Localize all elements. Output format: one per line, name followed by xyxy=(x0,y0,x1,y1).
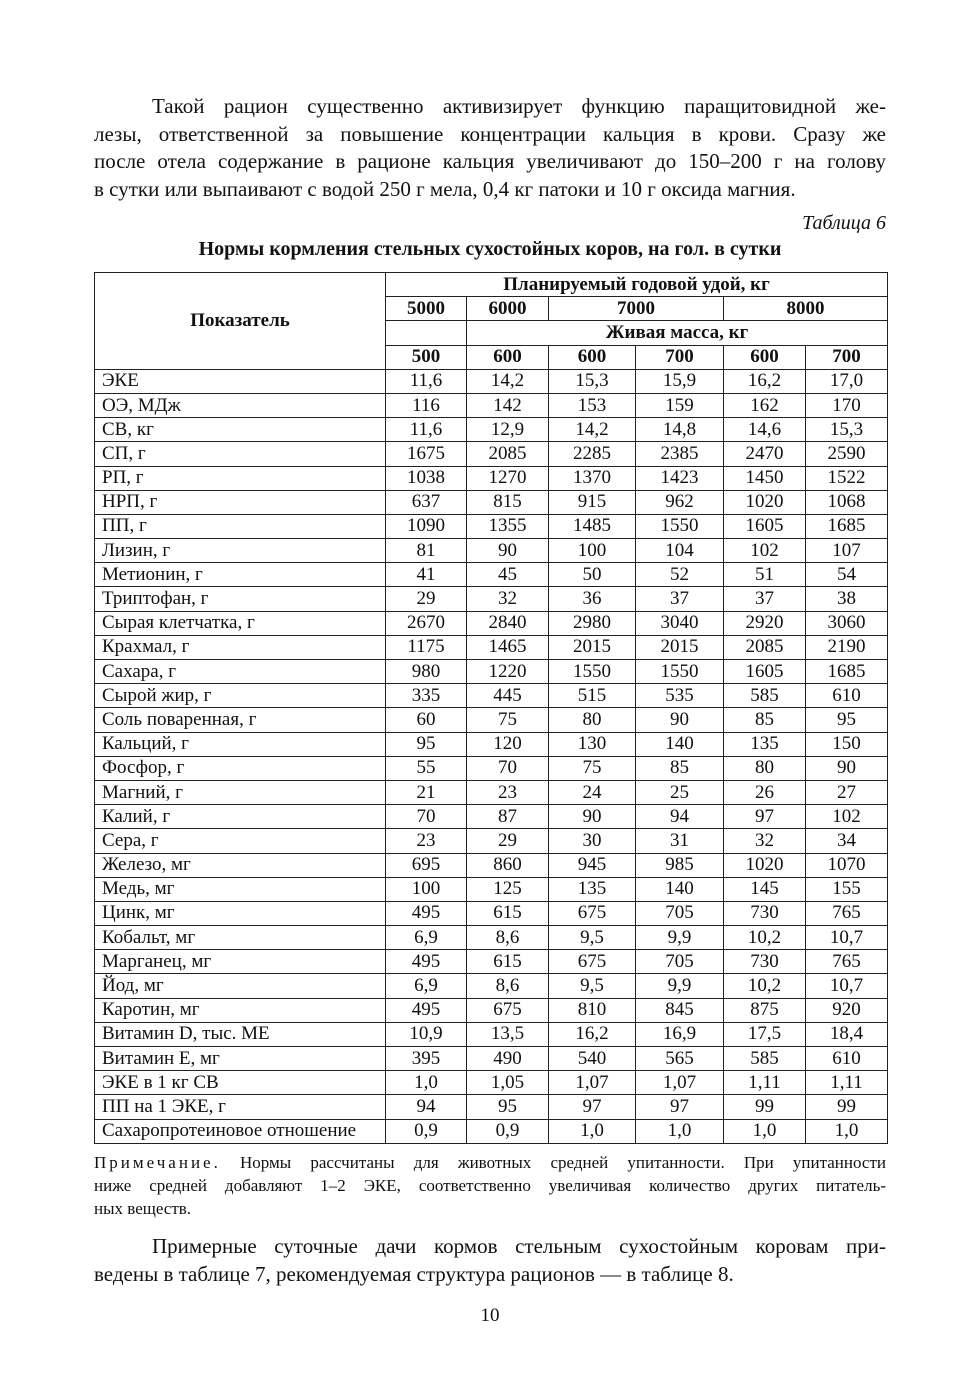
table-cell: 142 xyxy=(467,393,549,417)
table-cell: 31 xyxy=(636,829,724,853)
table-cell: 1522 xyxy=(806,466,888,490)
table-cell: 1,11 xyxy=(806,1071,888,1095)
indicator-header: Показатель xyxy=(95,273,386,370)
table-cell: 2190 xyxy=(806,635,888,659)
row-label: Крахмал, г xyxy=(95,635,386,659)
table-cell: 1465 xyxy=(467,635,549,659)
table-cell: 1,05 xyxy=(467,1071,549,1095)
table-cell: 116 xyxy=(386,393,467,417)
table-cell: 24 xyxy=(549,780,636,804)
row-label: ПП на 1 ЭКЕ, г xyxy=(95,1095,386,1119)
table-cell: 1685 xyxy=(806,660,888,684)
table-cell: 1175 xyxy=(386,635,467,659)
table-cell: 34 xyxy=(806,829,888,853)
table-cell: 2920 xyxy=(724,611,806,635)
row-label: РП, г xyxy=(95,466,386,490)
table-cell: 100 xyxy=(549,539,636,563)
table-cell: 915 xyxy=(549,490,636,514)
table-cell: 637 xyxy=(386,490,467,514)
table-cell: 38 xyxy=(806,587,888,611)
intro-paragraph xyxy=(94,93,886,203)
text-line: Примерные суточные дачи кормов стельным сухостойным коровам при- xyxy=(152,1234,886,1258)
text-line: лезы, ответственной за повышение концентрации кальция в крови. Сразу же xyxy=(94,121,886,146)
table-cell: 10,7 xyxy=(806,974,888,998)
table-cell: 1355 xyxy=(467,514,549,538)
table-row xyxy=(95,442,888,466)
table-cell: 15,3 xyxy=(806,418,888,442)
table-row xyxy=(95,684,888,708)
table-cell: 97 xyxy=(724,805,806,829)
table-cell: 85 xyxy=(724,708,806,732)
row-label: Соль поваренная, г xyxy=(95,708,386,732)
table-cell: 445 xyxy=(467,684,549,708)
row-label: Сера, г xyxy=(95,829,386,853)
table-cell: 585 xyxy=(724,684,806,708)
table-cell: 140 xyxy=(636,877,724,901)
yield-header: 5000 xyxy=(386,297,467,321)
table-cell: 102 xyxy=(806,805,888,829)
note-text: Нормы рассчитаны для животных средней упитанности. При упитанности xyxy=(220,1153,886,1172)
table-cell: 81 xyxy=(386,539,467,563)
table-cell: 26 xyxy=(724,780,806,804)
table-row xyxy=(95,393,888,417)
row-label: Метионин, г xyxy=(95,563,386,587)
table-cell: 50 xyxy=(549,563,636,587)
table-row xyxy=(95,829,888,853)
table-cell: 80 xyxy=(549,708,636,732)
table-cell: 1,0 xyxy=(549,1119,636,1143)
table-row xyxy=(95,901,888,925)
weight-header: 600 xyxy=(549,345,636,369)
table-row xyxy=(95,1095,888,1119)
table-cell: 1485 xyxy=(549,514,636,538)
table-cell: 730 xyxy=(724,901,806,925)
row-label: ПП, г xyxy=(95,514,386,538)
text-line: Такой рацион существенно активизирует функцию паращитовидной же- xyxy=(152,94,886,118)
table-cell: 95 xyxy=(386,732,467,756)
row-label: Марганец, мг xyxy=(95,950,386,974)
table-cell: 94 xyxy=(386,1095,467,1119)
table-cell: 1675 xyxy=(386,442,467,466)
row-label: Цинк, мг xyxy=(95,901,386,925)
table-cell: 615 xyxy=(467,901,549,925)
row-label: Кобальт, мг xyxy=(95,926,386,950)
yield-header: 7000 xyxy=(549,297,724,321)
row-label: Лизин, г xyxy=(95,539,386,563)
planned-yield-header: Планируемый годовой удой, кг xyxy=(386,273,888,297)
table-cell: 9,5 xyxy=(549,974,636,998)
table-cell: 14,8 xyxy=(636,418,724,442)
table-cell: 102 xyxy=(724,539,806,563)
table-cell: 87 xyxy=(467,805,549,829)
table-cell: 60 xyxy=(386,708,467,732)
table-cell: 55 xyxy=(386,756,467,780)
table-cell: 29 xyxy=(386,587,467,611)
row-label: Фосфор, г xyxy=(95,756,386,780)
table-cell: 765 xyxy=(806,950,888,974)
row-label: Витамин Е, мг xyxy=(95,1047,386,1071)
table-cell: 16,2 xyxy=(724,369,806,393)
table-cell: 610 xyxy=(806,684,888,708)
table-cell: 920 xyxy=(806,998,888,1022)
text-line: после отела содержание в рационе кальция увеличивают до 150–200 г на голову xyxy=(94,149,886,173)
table-cell: 27 xyxy=(806,780,888,804)
table-cell: 30 xyxy=(549,829,636,853)
row-label: Медь, мг xyxy=(95,877,386,901)
table-title: Нормы кормления стельных сухостойных коров, на гол. в сутки xyxy=(198,238,782,260)
page-number: 10 xyxy=(480,1305,500,1326)
yield-header: 6000 xyxy=(467,297,549,321)
table-cell: 14,2 xyxy=(549,418,636,442)
empty-header-cell xyxy=(386,321,467,345)
table-cell: 2590 xyxy=(806,442,888,466)
table-cell: 875 xyxy=(724,998,806,1022)
row-label: Сырая клетчатка, г xyxy=(95,611,386,635)
table-cell: 90 xyxy=(636,708,724,732)
table-cell: 16,9 xyxy=(636,1022,724,1046)
row-label: Йод, мг xyxy=(95,974,386,998)
table-cell: 675 xyxy=(549,950,636,974)
weight-header: 600 xyxy=(467,345,549,369)
feeding-norms-table xyxy=(94,272,888,1144)
table-body xyxy=(95,369,888,1143)
table-cell: 36 xyxy=(549,587,636,611)
table-cell: 23 xyxy=(467,780,549,804)
table-cell: 765 xyxy=(806,901,888,925)
table-cell: 8,6 xyxy=(467,926,549,950)
table-row xyxy=(95,1022,888,1046)
row-label: Калий, г xyxy=(95,805,386,829)
note-text: ных веществ. xyxy=(94,1199,192,1218)
table-cell: 99 xyxy=(724,1095,806,1119)
row-label: ОЭ, МДж xyxy=(95,393,386,417)
live-weight-header: Живая масса, кг xyxy=(467,321,888,345)
table-cell: 535 xyxy=(636,684,724,708)
table-row xyxy=(95,708,888,732)
table-cell: 1370 xyxy=(549,466,636,490)
table-cell: 2015 xyxy=(549,635,636,659)
table-cell: 25 xyxy=(636,780,724,804)
table-cell: 9,5 xyxy=(549,926,636,950)
table-row xyxy=(95,369,888,393)
table-cell: 70 xyxy=(467,756,549,780)
table-note xyxy=(94,1151,886,1220)
table-cell: 945 xyxy=(549,853,636,877)
table-cell: 75 xyxy=(549,756,636,780)
table-cell: 107 xyxy=(806,539,888,563)
table-cell: 335 xyxy=(386,684,467,708)
weight-header: 700 xyxy=(806,345,888,369)
table-cell: 95 xyxy=(467,1095,549,1119)
table-cell: 162 xyxy=(724,393,806,417)
table-cell: 100 xyxy=(386,877,467,901)
table-cell: 2385 xyxy=(636,442,724,466)
table-row xyxy=(95,998,888,1022)
table-cell: 1,07 xyxy=(636,1071,724,1095)
table-cell: 2015 xyxy=(636,635,724,659)
row-label: Сырой жир, г xyxy=(95,684,386,708)
table-cell: 1020 xyxy=(724,490,806,514)
table-cell: 9,9 xyxy=(636,926,724,950)
table-cell: 1,0 xyxy=(806,1119,888,1143)
row-label: НРП, г xyxy=(95,490,386,514)
row-label: ЭКЕ xyxy=(95,369,386,393)
table-cell: 97 xyxy=(549,1095,636,1119)
table-cell: 495 xyxy=(386,950,467,974)
table-cell: 1450 xyxy=(724,466,806,490)
row-label: Триптофан, г xyxy=(95,587,386,611)
table-cell: 41 xyxy=(386,563,467,587)
table-cell: 490 xyxy=(467,1047,549,1071)
yield-header: 8000 xyxy=(724,297,888,321)
table-row xyxy=(95,1071,888,1095)
table-cell: 1020 xyxy=(724,853,806,877)
table-cell: 37 xyxy=(724,587,806,611)
table-cell: 705 xyxy=(636,901,724,925)
table-cell: 135 xyxy=(549,877,636,901)
table-row xyxy=(95,756,888,780)
table-cell: 1270 xyxy=(467,466,549,490)
table-cell: 85 xyxy=(636,756,724,780)
table-cell: 23 xyxy=(386,829,467,853)
table-cell: 32 xyxy=(724,829,806,853)
table-cell: 0,9 xyxy=(467,1119,549,1143)
table-cell: 10,2 xyxy=(724,974,806,998)
table-row xyxy=(95,974,888,998)
table-cell: 18,4 xyxy=(806,1022,888,1046)
row-label: СВ, кг xyxy=(95,418,386,442)
table-cell: 1068 xyxy=(806,490,888,514)
table-cell: 1070 xyxy=(806,853,888,877)
table-cell: 170 xyxy=(806,393,888,417)
table-cell: 90 xyxy=(549,805,636,829)
table-cell: 29 xyxy=(467,829,549,853)
table-cell: 2085 xyxy=(467,442,549,466)
table-cell: 1,0 xyxy=(724,1119,806,1143)
table-cell: 135 xyxy=(724,732,806,756)
table-cell: 155 xyxy=(806,877,888,901)
table-cell: 17,0 xyxy=(806,369,888,393)
row-label: СП, г xyxy=(95,442,386,466)
table-cell: 845 xyxy=(636,998,724,1022)
table-cell: 395 xyxy=(386,1047,467,1071)
table-cell: 37 xyxy=(636,587,724,611)
table-cell: 120 xyxy=(467,732,549,756)
table-cell: 495 xyxy=(386,998,467,1022)
table-cell: 15,3 xyxy=(549,369,636,393)
row-label: Магний, г xyxy=(95,780,386,804)
table-cell: 1550 xyxy=(636,660,724,684)
row-label: Витамин D, тыс. МЕ xyxy=(95,1022,386,1046)
table-cell: 675 xyxy=(467,998,549,1022)
table-row xyxy=(95,950,888,974)
table-row xyxy=(95,805,888,829)
table-row xyxy=(95,418,888,442)
table-cell: 75 xyxy=(467,708,549,732)
table-cell: 3060 xyxy=(806,611,888,635)
table-cell: 1090 xyxy=(386,514,467,538)
table-cell: 104 xyxy=(636,539,724,563)
table-cell: 99 xyxy=(806,1095,888,1119)
table-cell: 705 xyxy=(636,950,724,974)
table-cell: 125 xyxy=(467,877,549,901)
table-cell: 540 xyxy=(549,1047,636,1071)
table-row xyxy=(95,563,888,587)
table-cell: 10,9 xyxy=(386,1022,467,1046)
table-cell: 810 xyxy=(549,998,636,1022)
table-cell: 153 xyxy=(549,393,636,417)
table-cell: 16,2 xyxy=(549,1022,636,1046)
table-label: Таблица 6 xyxy=(802,212,886,234)
table-cell: 15,9 xyxy=(636,369,724,393)
table-cell: 1550 xyxy=(636,514,724,538)
table-cell: 2470 xyxy=(724,442,806,466)
table-cell: 90 xyxy=(806,756,888,780)
table-cell: 860 xyxy=(467,853,549,877)
table-cell: 11,6 xyxy=(386,369,467,393)
table-cell: 1550 xyxy=(549,660,636,684)
table-row xyxy=(95,635,888,659)
table-cell: 10,2 xyxy=(724,926,806,950)
table-cell: 980 xyxy=(386,660,467,684)
table-cell: 13,5 xyxy=(467,1022,549,1046)
table-row xyxy=(95,466,888,490)
table-row xyxy=(95,587,888,611)
table-cell: 80 xyxy=(724,756,806,780)
table-cell: 51 xyxy=(724,563,806,587)
table-cell: 54 xyxy=(806,563,888,587)
table-cell: 94 xyxy=(636,805,724,829)
row-label: Каротин, мг xyxy=(95,998,386,1022)
table-cell: 1,11 xyxy=(724,1071,806,1095)
table-cell: 12,9 xyxy=(467,418,549,442)
row-label: Сахара, г xyxy=(95,660,386,684)
table-cell: 150 xyxy=(806,732,888,756)
text-line: в сутки или выпаивают с водой 250 г мела, 0,4 кг патоки и 10 г оксида магния. xyxy=(94,176,796,201)
table-cell: 565 xyxy=(636,1047,724,1071)
table-row xyxy=(95,490,888,514)
table-cell: 14,6 xyxy=(724,418,806,442)
table-cell: 159 xyxy=(636,393,724,417)
table-cell: 21 xyxy=(386,780,467,804)
table-cell: 145 xyxy=(724,877,806,901)
table-cell: 2840 xyxy=(467,611,549,635)
table-row xyxy=(95,660,888,684)
table-cell: 495 xyxy=(386,901,467,925)
table-cell: 6,9 xyxy=(386,974,467,998)
table-cell: 1605 xyxy=(724,514,806,538)
table-cell: 2085 xyxy=(724,635,806,659)
table-cell: 97 xyxy=(636,1095,724,1119)
weight-header: 700 xyxy=(636,345,724,369)
row-label: Кальций, г xyxy=(95,732,386,756)
table-row xyxy=(95,780,888,804)
table-cell: 585 xyxy=(724,1047,806,1071)
table-cell: 32 xyxy=(467,587,549,611)
table-cell: 70 xyxy=(386,805,467,829)
table-cell: 815 xyxy=(467,490,549,514)
weight-header: 500 xyxy=(386,345,467,369)
table-cell: 2285 xyxy=(549,442,636,466)
table-cell: 1220 xyxy=(467,660,549,684)
table-cell: 11,6 xyxy=(386,418,467,442)
table-cell: 1038 xyxy=(386,466,467,490)
table-cell: 9,9 xyxy=(636,974,724,998)
table-cell: 3040 xyxy=(636,611,724,635)
table-cell: 2980 xyxy=(549,611,636,635)
table-cell: 2670 xyxy=(386,611,467,635)
table-cell: 985 xyxy=(636,853,724,877)
table-cell: 140 xyxy=(636,732,724,756)
table-row xyxy=(95,926,888,950)
table-cell: 6,9 xyxy=(386,926,467,950)
table-cell: 1,0 xyxy=(386,1071,467,1095)
table-cell: 615 xyxy=(467,950,549,974)
table-cell: 0,9 xyxy=(386,1119,467,1143)
table-cell: 8,6 xyxy=(467,974,549,998)
table-cell: 17,5 xyxy=(724,1022,806,1046)
table-cell: 1685 xyxy=(806,514,888,538)
table-cell: 1423 xyxy=(636,466,724,490)
note-prefix: Примечание. xyxy=(94,1153,221,1172)
table-cell: 1,07 xyxy=(549,1071,636,1095)
table-row xyxy=(95,877,888,901)
table-cell: 10,7 xyxy=(806,926,888,950)
table-cell: 45 xyxy=(467,563,549,587)
table-row xyxy=(95,514,888,538)
table-cell: 730 xyxy=(724,950,806,974)
table-cell: 675 xyxy=(549,901,636,925)
table-cell: 515 xyxy=(549,684,636,708)
table-row xyxy=(95,1047,888,1071)
table-cell: 962 xyxy=(636,490,724,514)
table-row xyxy=(95,1119,888,1143)
row-label: ЭКЕ в 1 кг СВ xyxy=(95,1071,386,1095)
note-text: ниже средней добавляют 1–2 ЭКЕ, соответственно увеличивая количество других питатель- xyxy=(94,1176,886,1195)
table-row xyxy=(95,853,888,877)
table-row xyxy=(95,539,888,563)
table-cell: 90 xyxy=(467,539,549,563)
table-cell: 130 xyxy=(549,732,636,756)
table-row xyxy=(95,611,888,635)
table-cell: 52 xyxy=(636,563,724,587)
closing-paragraph xyxy=(94,1233,886,1288)
table-cell: 695 xyxy=(386,853,467,877)
table-cell: 14,2 xyxy=(467,369,549,393)
table-cell: 95 xyxy=(806,708,888,732)
row-label: Железо, мг xyxy=(95,853,386,877)
table-cell: 1605 xyxy=(724,660,806,684)
text-line: ведены в таблице 7, рекомендуемая структура рационов — в таблице 8. xyxy=(94,1261,734,1286)
weight-header: 600 xyxy=(724,345,806,369)
table-cell: 1,0 xyxy=(636,1119,724,1143)
row-label: Сахаропротеиновое отношение xyxy=(95,1119,386,1143)
table-row xyxy=(95,732,888,756)
table-cell: 610 xyxy=(806,1047,888,1071)
